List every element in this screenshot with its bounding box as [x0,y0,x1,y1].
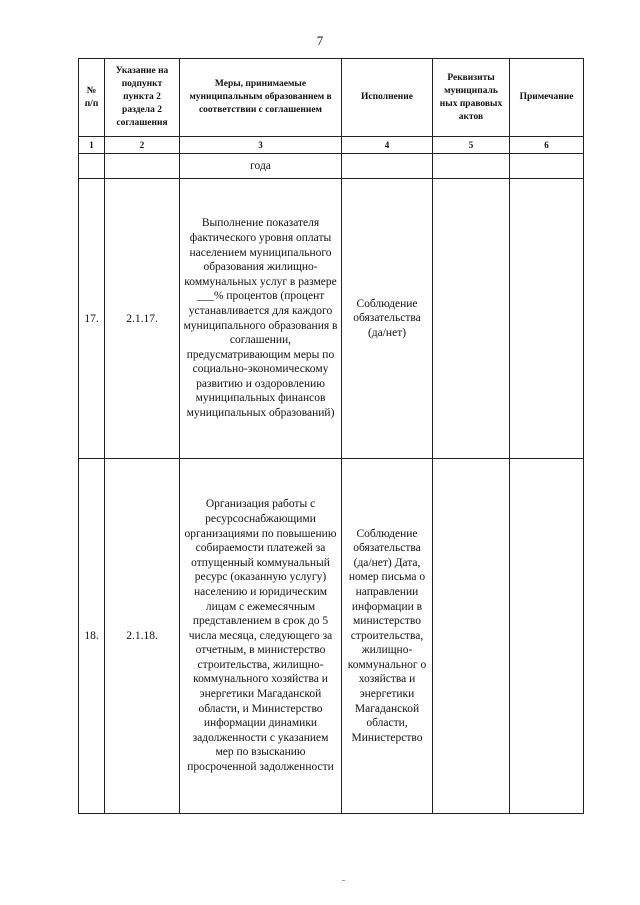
header-row [79,59,584,137]
continuation-row [79,154,584,179]
column-number: 6 [510,137,584,154]
column-number-row [79,137,584,154]
row-note [510,179,584,459]
header-number: № п/п [79,59,105,137]
measures-table [78,58,584,814]
page-number: 7 [316,33,324,48]
column-number: 5 [433,137,510,154]
empty-cell [79,154,105,179]
header-note: Примечание [510,59,584,137]
header-clause: Указание на подпункт пункта 2 раздела 2 соглашения [105,59,180,137]
continuation-text: года [180,154,342,179]
column-number: 4 [342,137,433,154]
row-legal-acts [433,459,510,814]
column-number: 2 [105,137,180,154]
table-row [79,179,584,459]
row-number: 17. [79,179,105,459]
row-number: 18. [79,459,105,814]
header-legal-acts: Реквизиты муниципаль ных правовых актов [433,59,510,137]
row-measure: Выполнение показателя фактического уровня оплаты населением муниципального образования жилищно-коммунальных услуг в размере ___% процентов (процент устанавливается для каждого муниципального образования в соглашении, предусматривающим меры по социально-экономическому развитию и оздоровлению муниципальных финансов муниципальных образований) [180,179,342,459]
column-number: 1 [79,137,105,154]
row-clause: 2.1.18. [105,459,180,814]
header-measures: Меры, принимаемые муниципальным образованием в соответствии с соглашением [180,59,342,137]
empty-cell [105,154,180,179]
row-measure: Организация работы с ресурсоснабжающими организациями по повышению собираемости платежей за отпущенный коммунальный ресурс (оказанную услугу) населению и юридическим лицам с ежемесячным представлением в срок до 5 числа месяца, следующего за отчетным, в министерство строительства, жилищно-коммунального хозяйства и энергетики Магаданской области, и Министерство информации динамики задолженности с указанием мер по взысканию просроченной задолженности [180,459,342,814]
row-note [510,459,584,814]
row-legal-acts [433,179,510,459]
scan-mark [342,880,345,881]
column-number: 3 [180,137,342,154]
empty-cell [433,154,510,179]
table-row [79,459,584,814]
header-execution: Исполнение [342,59,433,137]
empty-cell [510,154,584,179]
row-execution: Соблюдение обязательства (да/нет) [342,179,433,459]
row-execution: Соблюдение обязательства (да/нет) Дата, номер письма о направлении информации в министерство строительства, жилищно-коммунальног о хозяйства и энергетики Магаданской области, Министерство [342,459,433,814]
row-clause: 2.1.17. [105,179,180,459]
empty-cell [342,154,433,179]
